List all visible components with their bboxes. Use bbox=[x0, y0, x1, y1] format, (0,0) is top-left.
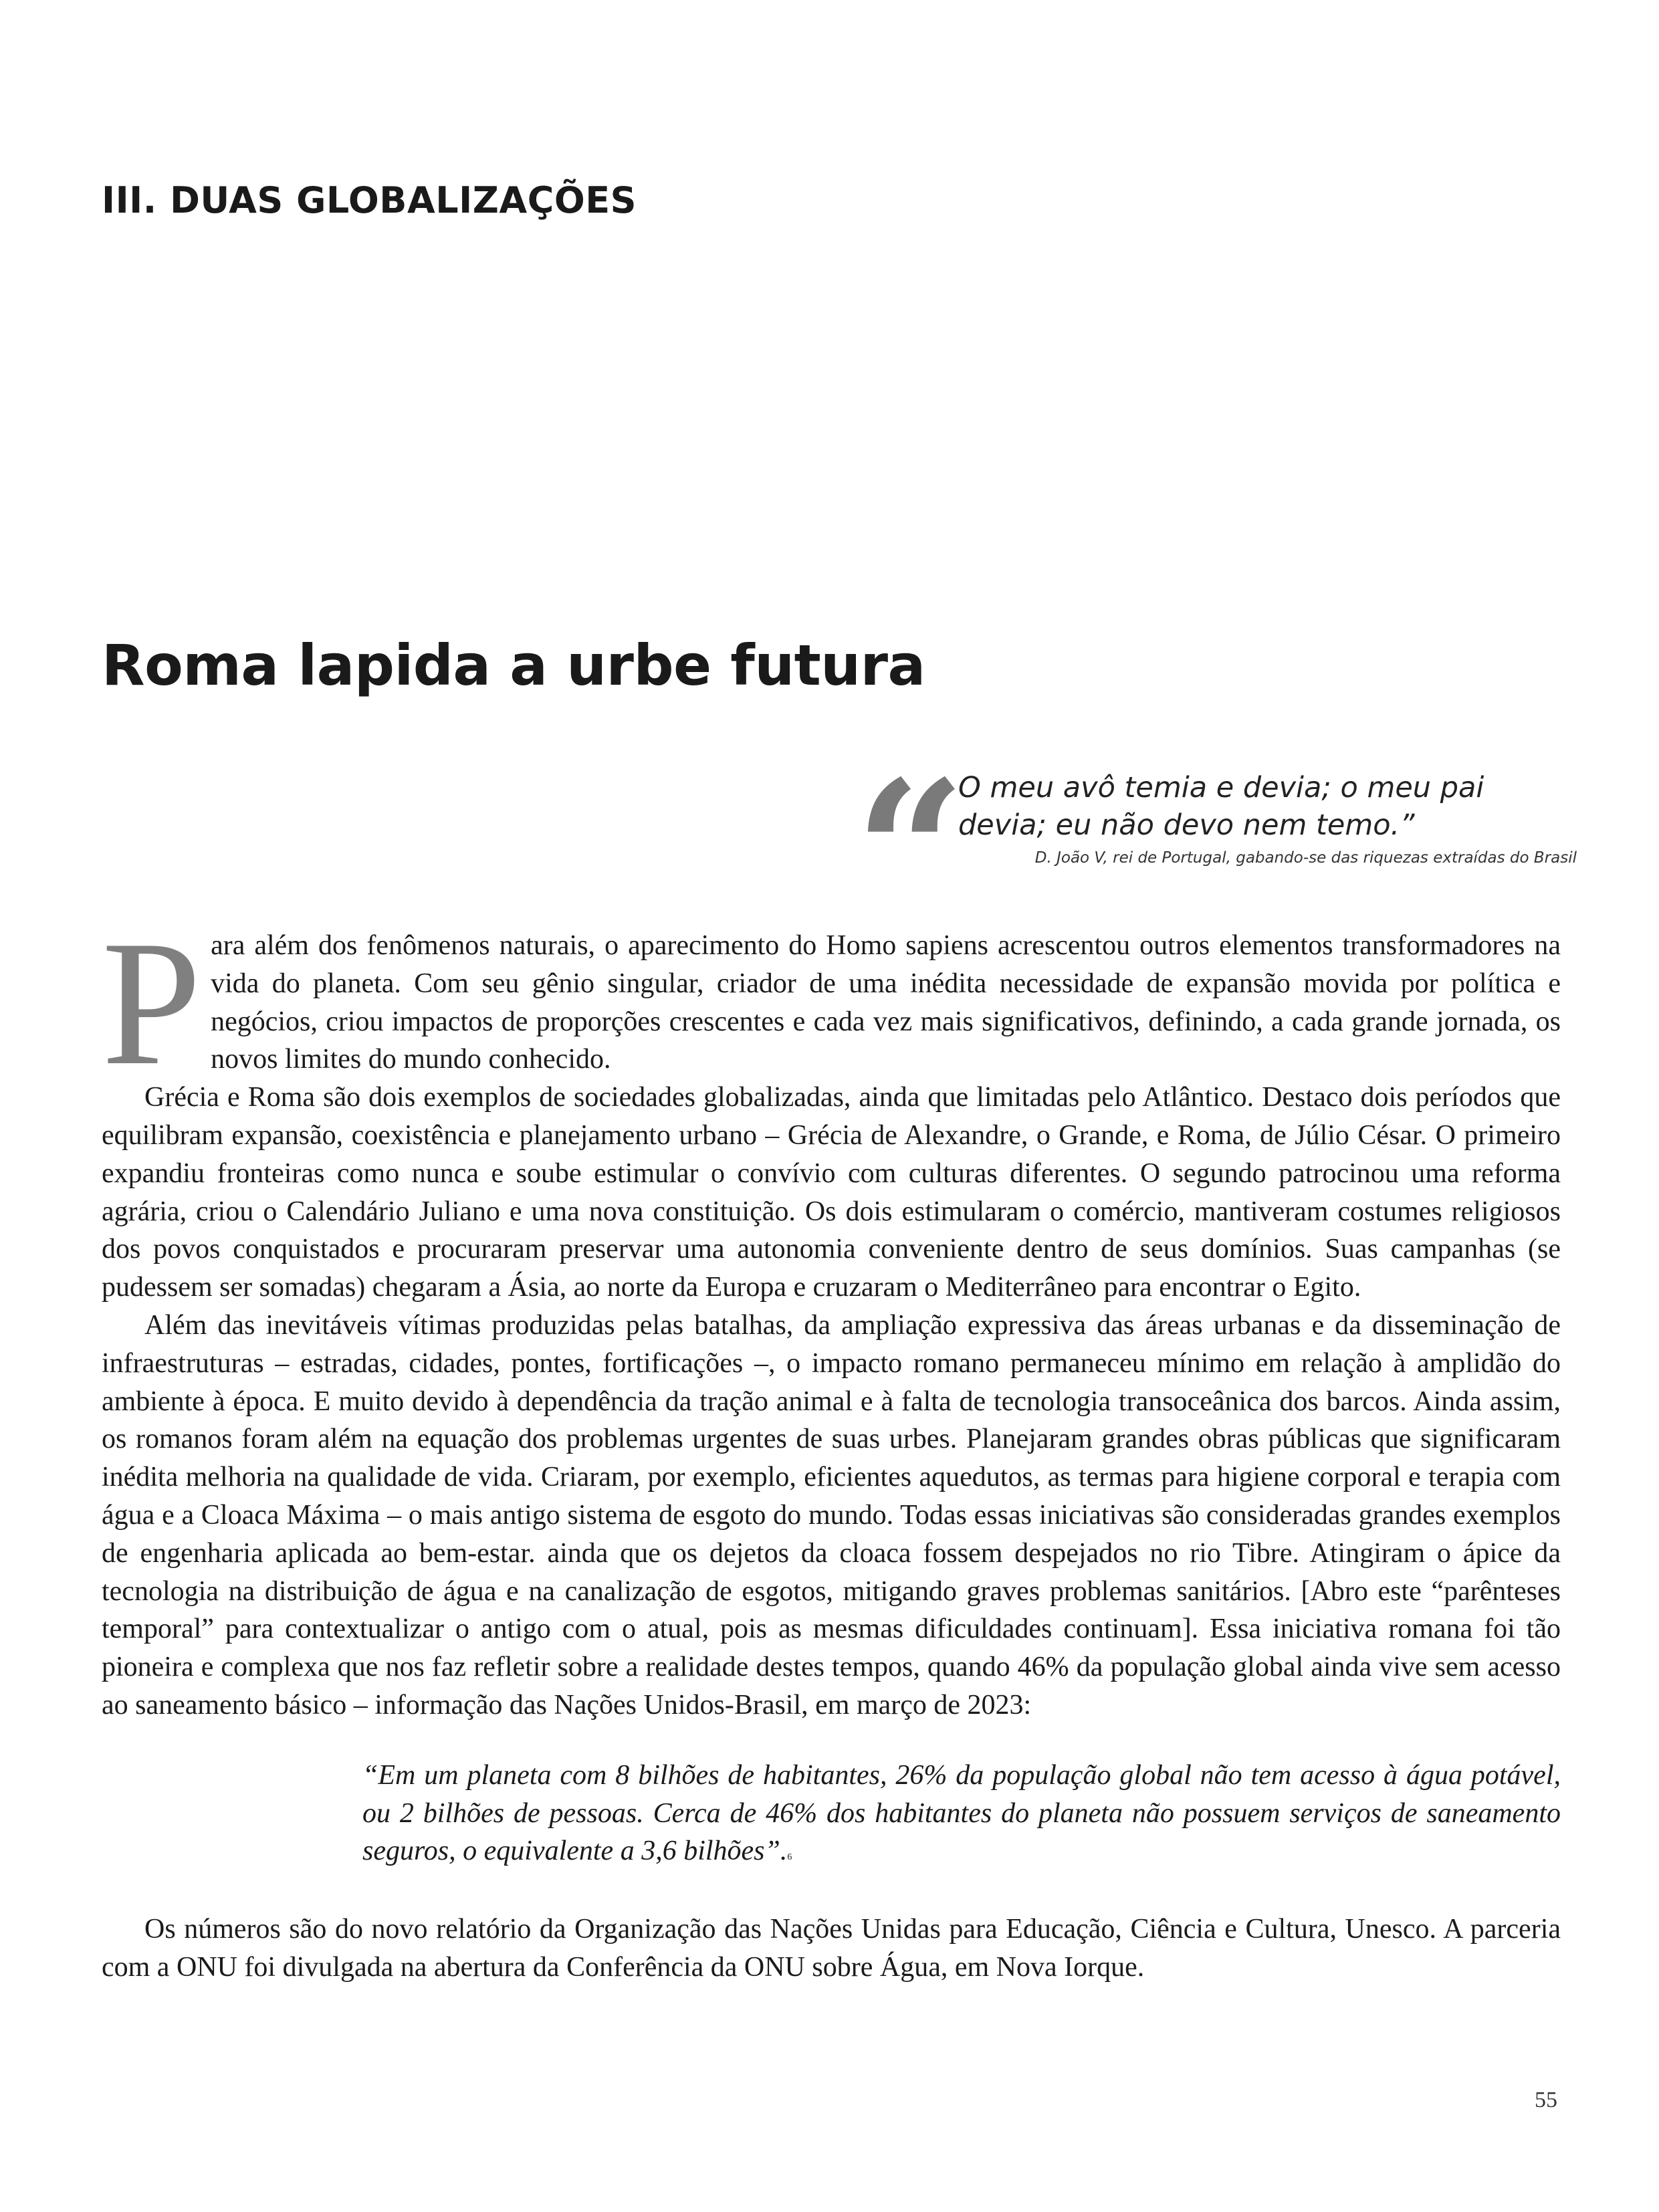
section-heading: III. DUAS GLOBALIZAÇÕES bbox=[102, 179, 637, 221]
paragraph-4: Os números são do novo relatório da Organização das Nações Unidas para Educação, Ciência e Cultura, Unesco. A parceria com a ONU foi divulgada na abertura da Conferência da ONU sobre Água, em Nova Iorque. bbox=[102, 1914, 1561, 1983]
epigraph-attribution: D. João V, rei de Portugal, gabando-se das riquezas extraídas do Brasil bbox=[1034, 849, 1577, 867]
footnote-reference[interactable]: 6 bbox=[787, 1852, 792, 1863]
paragraph-1 bbox=[102, 903, 1561, 1102]
page-number: 55 bbox=[1535, 2088, 1557, 2112]
chapter-title: Roma lapida a urbe futura bbox=[102, 633, 925, 698]
body-text bbox=[102, 903, 1561, 1987]
paragraph-3: Além das inevitáveis vítimas produzidas pelas batalhas, da ampliação expressiva das áreas urbanas e da disseminação de infraestruturas – estradas, cidades, pontes, fortificações –, o impacto romano permaneceu mínimo em relação à amplidão do ambiente à época. E muito devido à dependência da tração animal e à falta de tecnologia transoceânica dos barcos. Ainda assim, os romanos foram além na equação dos problemas urgentes de suas urbes. Planejaram grandes obras públicas que significaram inédita melhoria na qualidade de vida. Criaram, por exemplo, eficientes aquedutos, as termas para higiene corporal e terapia com água e a Cloaca Máxima – o mais antigo sistema de esgoto do mundo. Todas essas iniciativas são consideradas grandes exemplos de engenharia aplicada ao bem-estar. ainda que os dejetos da cloaca fossem despejados no rio Tibre. Atingiram o ápice da tecnologia na distribuição de água e na canalização de esgotos, mitigando graves problemas sanitários. [Abro este “parênteses temporal” para contextualizar o antigo com o atual, pois as mesmas dificuldades continuam]. Essa iniciativa romana foi tão pioneira e complexa que nos faz refletir sobre a realidade destes tempos, quando 46% da população global ainda vive sem acesso ao saneamento básico – informação das Nações Unidos-Brasil, em março de 2023: bbox=[102, 1309, 1561, 1721]
epigraph-line: O meu avô temia e devia; o meu pai bbox=[958, 771, 1484, 804]
block-quote bbox=[362, 1757, 1561, 1877]
paragraph-1-text: ara além dos fenômenos naturais, o aparecimento do Homo sapiens acrescentou outros elementos transformadores na vida do planeta. Com seu gênio singular, criador de uma inédita necessidade de expansão movida por política e negócios, criou impactos de proporções crescentes e cada vez mais significativos, definindo, a cada grande jornada, os novos limites do mundo conhecido. bbox=[211, 930, 1561, 1075]
quote-mark-icon: “ bbox=[855, 739, 966, 966]
epigraph bbox=[855, 739, 1577, 966]
epigraph-quote bbox=[958, 769, 1573, 844]
epigraph-line: devia; eu não devo nem temo.” bbox=[958, 808, 1415, 842]
drop-cap: P bbox=[102, 903, 202, 1102]
paragraph-2: Grécia e Roma são dois exemplos de sociedades globalizadas, ainda que limitadas pelo Atlântico. Destaco dois períodos que equilibram expansão, coexistência e planejamento urbano – Grécia de Alexandre, o Grande, e Roma, de Júlio César. O primeiro expandiu fronteiras como nunca e soube estimular o convívio com culturas diferentes. O segundo patrocinou uma reforma agrária, criou o Calendário Juliano e uma nova constituição. Os dois estimularam o comércio, mantiveram costumes religiosos dos povos conquistados e procuraram preservar uma autonomia conveniente dentro de seus domínios. Suas campanhas (se pudessem ser somadas) chegaram a Ásia, ao norte da Europa e cruzaram o Mediterrâneo para encontrar o Egito. bbox=[102, 1082, 1561, 1303]
block-quote-text: “Em um planeta com 8 bilhões de habitantes, 26% da população global não tem acesso à água potável, ou 2 bilhões de pessoas. Cerca de 46% dos habitantes do planeta não possuem serviços de saneamento seguros, o equivalente a 3,6 bilhões”. bbox=[362, 1759, 1561, 1867]
